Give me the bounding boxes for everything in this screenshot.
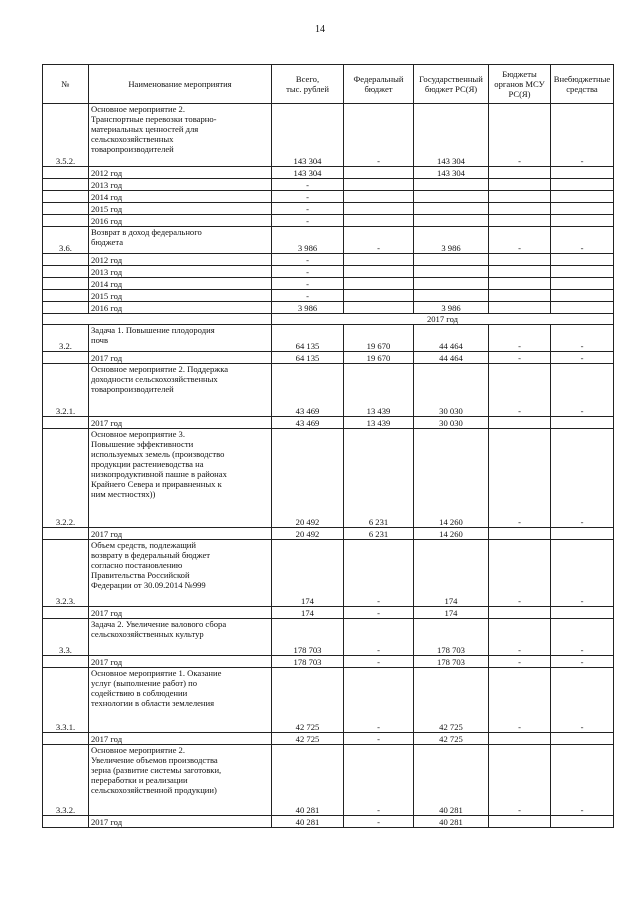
cell-msu <box>489 215 551 227</box>
cell-no <box>43 215 89 227</box>
activity-row <box>43 619 614 656</box>
cell-total: 174 <box>272 540 344 607</box>
cell-msu <box>489 417 551 429</box>
cell-total: 174 <box>272 607 344 619</box>
cell-state: 174 <box>414 540 489 607</box>
cell-msu: - <box>489 668 551 733</box>
cell-extra <box>551 733 614 745</box>
year-band-blank <box>43 314 272 325</box>
cell-extra: - <box>551 352 614 364</box>
cell-msu: - <box>489 352 551 364</box>
cell-extra <box>551 607 614 619</box>
year-row <box>43 179 614 191</box>
cell-total: - <box>272 290 344 302</box>
cell-total: 64 135 <box>272 352 344 364</box>
cell-state <box>414 266 489 278</box>
year-row <box>43 203 614 215</box>
cell-federal: 6 231 <box>344 528 414 540</box>
year-row <box>43 528 614 540</box>
cell-state <box>414 215 489 227</box>
cell-state <box>414 191 489 203</box>
cell-no: 3.5.2. <box>43 104 89 167</box>
cell-name: Основное мероприятие 2. Увеличение объемов производства зерна (развитие системы заготовки, переработки и реализации сельскохозяйственной продукции) <box>89 745 272 816</box>
activity-row <box>43 227 614 254</box>
cell-total: 43 469 <box>272 417 344 429</box>
cell-total: 43 469 <box>272 364 344 417</box>
year-row <box>43 816 614 828</box>
cell-extra <box>551 417 614 429</box>
cell-federal: 19 670 <box>344 325 414 352</box>
year-row <box>43 352 614 364</box>
cell-federal <box>344 203 414 215</box>
cell-msu <box>489 816 551 828</box>
cell-no: 3.2. <box>43 325 89 352</box>
header-federal: Федеральный бюджет <box>344 65 414 104</box>
cell-name: Возврат в доход федерального бюджета <box>89 227 272 254</box>
cell-name: 2013 год <box>89 179 272 191</box>
cell-msu: - <box>489 325 551 352</box>
cell-name: 2017 год <box>89 816 272 828</box>
cell-msu <box>489 167 551 179</box>
cell-msu <box>489 528 551 540</box>
cell-name: 2012 год <box>89 167 272 179</box>
cell-extra <box>551 266 614 278</box>
cell-federal: - <box>344 668 414 733</box>
cell-no <box>43 733 89 745</box>
cell-no: 3.2.2. <box>43 429 89 528</box>
cell-total: 20 492 <box>272 528 344 540</box>
year-row <box>43 733 614 745</box>
cell-state: 174 <box>414 607 489 619</box>
cell-name: Основное мероприятие 2. Поддержка доходности сельскохозяйственных товаропроизводителей <box>89 364 272 417</box>
cell-state: 178 703 <box>414 656 489 668</box>
table-body <box>43 104 614 828</box>
cell-federal: - <box>344 227 414 254</box>
cell-extra: - <box>551 325 614 352</box>
cell-name: 2016 год <box>89 215 272 227</box>
cell-total: 3 986 <box>272 302 344 314</box>
cell-federal: 6 231 <box>344 429 414 528</box>
cell-name: 2013 год <box>89 266 272 278</box>
cell-name: 2015 год <box>89 290 272 302</box>
cell-federal <box>344 278 414 290</box>
cell-federal <box>344 266 414 278</box>
year-band-label: 2017 год <box>272 314 614 325</box>
cell-total: - <box>272 266 344 278</box>
activity-row <box>43 540 614 607</box>
cell-federal <box>344 215 414 227</box>
cell-name: 2017 год <box>89 656 272 668</box>
year-row <box>43 302 614 314</box>
cell-no <box>43 290 89 302</box>
cell-msu: - <box>489 364 551 417</box>
cell-total: 40 281 <box>272 745 344 816</box>
cell-federal <box>344 179 414 191</box>
cell-state: 44 464 <box>414 352 489 364</box>
cell-name: 2017 год <box>89 352 272 364</box>
activity-row <box>43 325 614 352</box>
cell-msu: - <box>489 104 551 167</box>
cell-extra: - <box>551 619 614 656</box>
cell-federal: - <box>344 540 414 607</box>
cell-extra <box>551 302 614 314</box>
year-row <box>43 191 614 203</box>
cell-federal <box>344 290 414 302</box>
cell-no <box>43 254 89 266</box>
cell-name: Основное мероприятие 3. Повышение эффективности используемых земель (производство продукции растениеводства на низкопродуктивной пашне в районах Крайнего Севера и приравненных к ним местностях)) <box>89 429 272 528</box>
cell-no <box>43 352 89 364</box>
cell-no <box>43 179 89 191</box>
cell-federal <box>344 302 414 314</box>
cell-no: 3.3.2. <box>43 745 89 816</box>
cell-msu: - <box>489 745 551 816</box>
cell-no <box>43 528 89 540</box>
cell-state: 40 281 <box>414 816 489 828</box>
cell-state <box>414 203 489 215</box>
cell-extra: - <box>551 656 614 668</box>
cell-name: Основное мероприятие 2. Транспортные перевозки товарно- материальных ценностей для сельскохозяйственных товаропроизводителей <box>89 104 272 167</box>
cell-federal: - <box>344 607 414 619</box>
cell-extra: - <box>551 668 614 733</box>
cell-extra: - <box>551 429 614 528</box>
cell-state: 14 260 <box>414 429 489 528</box>
cell-total: 143 304 <box>272 167 344 179</box>
cell-total: - <box>272 191 344 203</box>
activity-row <box>43 429 614 528</box>
header-total: Всего, тыс. рублей <box>272 65 344 104</box>
cell-federal: - <box>344 816 414 828</box>
year-row <box>43 254 614 266</box>
cell-name: 2017 год <box>89 417 272 429</box>
cell-no <box>43 278 89 290</box>
year-row <box>43 656 614 668</box>
cell-name: Основное мероприятие 1. Оказание услуг (выполнение работ) по содействию в соблюдении технологии в области землеления <box>89 668 272 733</box>
cell-name: 2014 год <box>89 278 272 290</box>
cell-no <box>43 191 89 203</box>
cell-name: Задача 2. Увеличение валового сбора сельскохозяйственных культур <box>89 619 272 656</box>
cell-extra <box>551 191 614 203</box>
cell-no <box>43 656 89 668</box>
cell-msu <box>489 191 551 203</box>
cell-federal: - <box>344 733 414 745</box>
cell-no: 3.3. <box>43 619 89 656</box>
cell-total: - <box>272 203 344 215</box>
cell-extra <box>551 167 614 179</box>
header-msu: Бюджеты органов МСУ РС(Я) <box>489 65 551 104</box>
cell-msu <box>489 278 551 290</box>
header-no: № <box>43 65 89 104</box>
cell-total: 42 725 <box>272 668 344 733</box>
cell-msu: - <box>489 429 551 528</box>
header-extra: Внебюджетные средства <box>551 65 614 104</box>
cell-total: 178 703 <box>272 656 344 668</box>
header-state: Государственный бюджет РС(Я) <box>414 65 489 104</box>
cell-state: 42 725 <box>414 733 489 745</box>
cell-state: 14 260 <box>414 528 489 540</box>
cell-federal: - <box>344 619 414 656</box>
cell-total: 143 304 <box>272 104 344 167</box>
cell-no: 3.3.1. <box>43 668 89 733</box>
cell-state <box>414 179 489 191</box>
cell-extra <box>551 254 614 266</box>
cell-extra <box>551 215 614 227</box>
header-name: Наименование мероприятия <box>89 65 272 104</box>
cell-total: - <box>272 278 344 290</box>
cell-extra: - <box>551 540 614 607</box>
cell-name: Задача 1. Повышение плодородия почв <box>89 325 272 352</box>
activity-row <box>43 745 614 816</box>
year-band-row <box>43 314 614 325</box>
cell-msu <box>489 203 551 215</box>
cell-msu <box>489 179 551 191</box>
cell-name: 2017 год <box>89 607 272 619</box>
cell-total: 20 492 <box>272 429 344 528</box>
cell-name: 2017 год <box>89 733 272 745</box>
cell-no <box>43 266 89 278</box>
cell-federal: 19 670 <box>344 352 414 364</box>
cell-no: 3.2.1. <box>43 364 89 417</box>
cell-total: - <box>272 254 344 266</box>
cell-extra <box>551 179 614 191</box>
cell-federal <box>344 167 414 179</box>
cell-state <box>414 278 489 290</box>
cell-extra: - <box>551 745 614 816</box>
cell-name: 2015 год <box>89 203 272 215</box>
cell-state: 178 703 <box>414 619 489 656</box>
cell-extra <box>551 816 614 828</box>
cell-total: - <box>272 179 344 191</box>
cell-state: 30 030 <box>414 417 489 429</box>
cell-federal: 13 439 <box>344 417 414 429</box>
cell-msu <box>489 302 551 314</box>
cell-state: 3 986 <box>414 227 489 254</box>
cell-msu: - <box>489 540 551 607</box>
year-row <box>43 278 614 290</box>
cell-state: 3 986 <box>414 302 489 314</box>
cell-state: 143 304 <box>414 167 489 179</box>
cell-name: 2017 год <box>89 528 272 540</box>
year-row <box>43 607 614 619</box>
activity-row <box>43 364 614 417</box>
cell-no <box>43 203 89 215</box>
cell-name: 2012 год <box>89 254 272 266</box>
year-row <box>43 266 614 278</box>
cell-msu <box>489 607 551 619</box>
cell-extra <box>551 278 614 290</box>
cell-no <box>43 167 89 179</box>
year-row <box>43 167 614 179</box>
cell-federal <box>344 254 414 266</box>
cell-no <box>43 816 89 828</box>
table-header-row <box>43 65 614 104</box>
cell-msu <box>489 290 551 302</box>
cell-state: 143 304 <box>414 104 489 167</box>
cell-msu <box>489 254 551 266</box>
cell-name: Объем средств, подлежащий возврату в федеральный бюджет согласно постановлению Правительства Российской Федерации от 30.09.2014 №999 <box>89 540 272 607</box>
cell-extra <box>551 290 614 302</box>
cell-federal <box>344 191 414 203</box>
cell-state: 44 464 <box>414 325 489 352</box>
cell-state: 30 030 <box>414 364 489 417</box>
page-number: 14 <box>315 24 325 35</box>
year-row <box>43 290 614 302</box>
cell-msu: - <box>489 656 551 668</box>
cell-no: 3.6. <box>43 227 89 254</box>
cell-msu <box>489 266 551 278</box>
cell-state: 42 725 <box>414 668 489 733</box>
cell-name: 2014 год <box>89 191 272 203</box>
cell-msu: - <box>489 619 551 656</box>
cell-total: 3 986 <box>272 227 344 254</box>
cell-extra: - <box>551 227 614 254</box>
cell-extra <box>551 528 614 540</box>
cell-extra: - <box>551 104 614 167</box>
cell-state <box>414 290 489 302</box>
cell-no <box>43 607 89 619</box>
cell-total: 178 703 <box>272 619 344 656</box>
cell-extra: - <box>551 364 614 417</box>
cell-msu: - <box>489 227 551 254</box>
cell-name: 2016 год <box>89 302 272 314</box>
cell-state: 40 281 <box>414 745 489 816</box>
cell-federal: - <box>344 745 414 816</box>
cell-state <box>414 254 489 266</box>
cell-no <box>43 302 89 314</box>
cell-no <box>43 417 89 429</box>
cell-total: - <box>272 215 344 227</box>
activity-row <box>43 104 614 167</box>
year-row <box>43 417 614 429</box>
cell-federal: - <box>344 104 414 167</box>
cell-federal: - <box>344 656 414 668</box>
year-row <box>43 215 614 227</box>
cell-msu <box>489 733 551 745</box>
cell-federal: 13 439 <box>344 364 414 417</box>
cell-total: 42 725 <box>272 733 344 745</box>
cell-total: 40 281 <box>272 816 344 828</box>
cell-no: 3.2.3. <box>43 540 89 607</box>
cell-total: 64 135 <box>272 325 344 352</box>
budget-table <box>42 64 614 828</box>
activity-row <box>43 668 614 733</box>
cell-extra <box>551 203 614 215</box>
